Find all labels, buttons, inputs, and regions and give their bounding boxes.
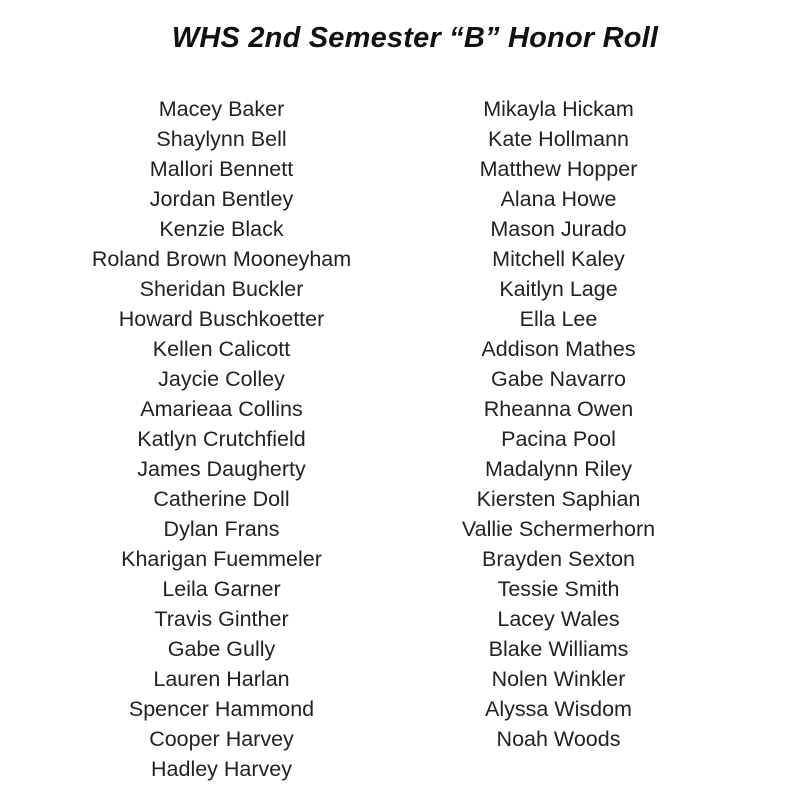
student-name: Howard Buschkoetter xyxy=(118,307,325,331)
student-name: Kharigan Fuemmeler xyxy=(121,547,322,571)
student-name: Macey Baker xyxy=(158,97,285,121)
student-name: Spencer Hammond xyxy=(128,697,315,721)
student-name: Shaylynn Bell xyxy=(156,127,287,151)
student-name: Gabe Gully xyxy=(167,637,276,661)
honor-roll-left-column xyxy=(59,94,384,784)
student-name: Noah Woods xyxy=(496,727,621,751)
student-name: Rheanna Owen xyxy=(483,397,634,421)
student-name: Katlyn Crutchfield xyxy=(137,427,306,451)
student-name: Gabe Navarro xyxy=(490,367,627,391)
student-name: Tessie Smith xyxy=(497,577,620,601)
student-name: Pacina Pool xyxy=(501,427,616,451)
page-title: WHS 2nd Semester “B” Honor Roll xyxy=(171,22,659,54)
student-name: Mason Jurado xyxy=(490,217,627,241)
student-name: Blake Williams xyxy=(488,637,629,661)
student-name: Travis Ginther xyxy=(154,607,289,631)
student-name: Alana Howe xyxy=(500,187,617,211)
student-name: Kellen Calicott xyxy=(152,337,291,361)
student-name: Brayden Sexton xyxy=(482,547,635,571)
student-name: Vallie Schermerhorn xyxy=(461,517,656,541)
student-name: Amarieaa Collins xyxy=(140,397,303,421)
student-name: Madalynn Riley xyxy=(485,457,632,481)
student-name: Mitchell Kaley xyxy=(492,247,625,271)
student-name: Lauren Harlan xyxy=(153,667,290,691)
student-name: Mikayla Hickam xyxy=(483,97,634,121)
student-name: Leila Garner xyxy=(162,577,281,601)
honor-roll-right-column xyxy=(396,94,721,754)
student-name: Cooper Harvey xyxy=(149,727,294,751)
student-name: Addison Mathes xyxy=(481,337,636,361)
student-name: Roland Brown Mooneyham xyxy=(91,247,352,271)
student-name: Kenzie Black xyxy=(159,217,284,241)
student-name: Kaitlyn Lage xyxy=(499,277,618,301)
student-name: Nolen Winkler xyxy=(491,667,626,691)
student-name: Matthew Hopper xyxy=(479,157,638,181)
student-name: Catherine Doll xyxy=(153,487,290,511)
student-name: Hadley Harvey xyxy=(151,757,292,781)
student-name: James Daugherty xyxy=(137,457,306,481)
student-name: Jordan Bentley xyxy=(149,187,294,211)
student-name: Ella Lee xyxy=(519,307,598,331)
student-name: Lacey Wales xyxy=(497,607,620,631)
student-name: Alyssa Wisdom xyxy=(485,697,632,721)
student-name: Mallori Bennett xyxy=(149,157,294,181)
student-name: Jaycie Colley xyxy=(158,367,285,391)
student-name: Kate Hollmann xyxy=(487,127,630,151)
student-name: Dylan Frans xyxy=(163,517,280,541)
student-name: Kiersten Saphian xyxy=(476,487,641,511)
student-name: Sheridan Buckler xyxy=(139,277,304,301)
